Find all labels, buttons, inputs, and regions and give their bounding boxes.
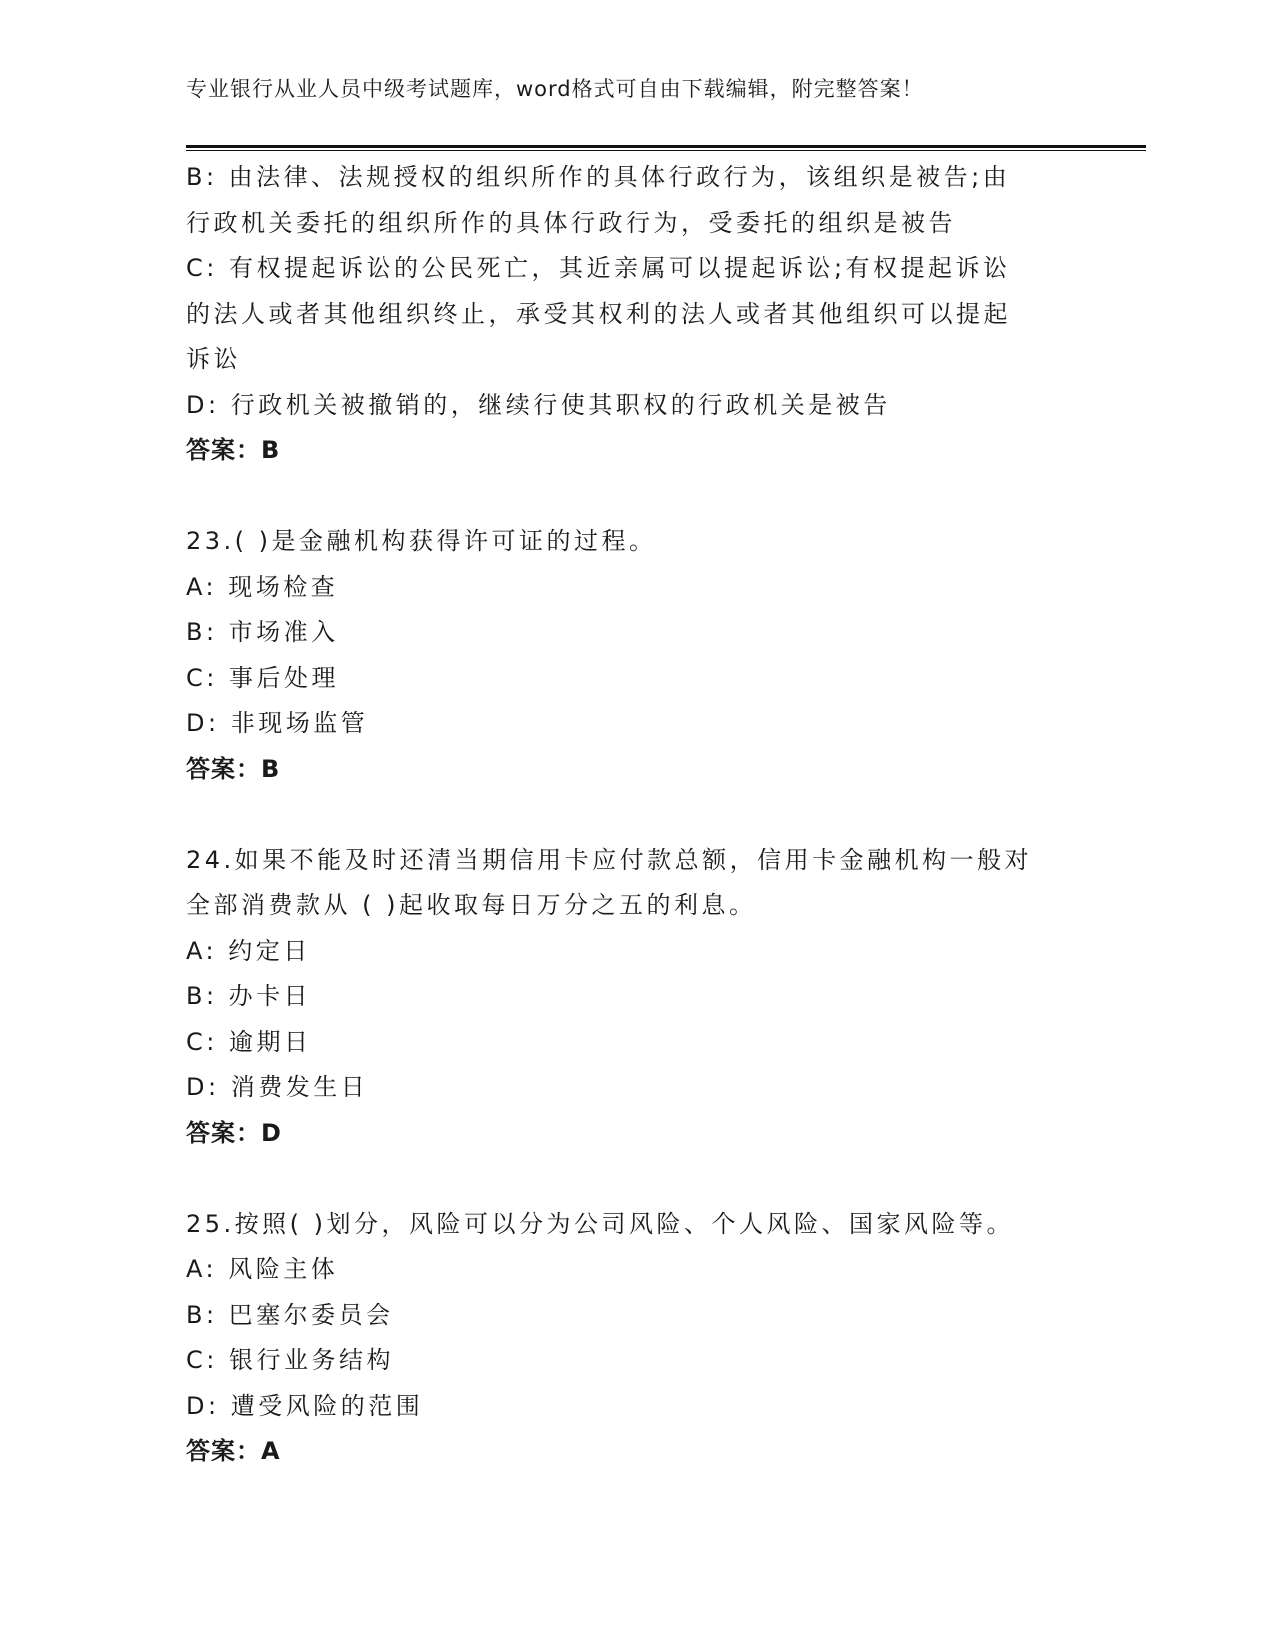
option-b: B: 市场准入 bbox=[186, 618, 339, 646]
answer: 答案：B bbox=[186, 436, 281, 464]
header-rule-thick bbox=[186, 145, 1146, 148]
question-24 bbox=[186, 838, 1066, 1157]
option-b-line-1: B: 由法律、法规授权的组织所作的具体行政行为，该组织是被告;由 bbox=[186, 163, 1011, 191]
option-d: D: 非现场监管 bbox=[186, 709, 369, 737]
answer: 答案：A bbox=[186, 1437, 281, 1465]
option-a: A: 约定日 bbox=[186, 936, 311, 965]
answer: 答案：B bbox=[186, 754, 281, 783]
option-c-line-1: C: 有权提起诉讼的公民死亡，其近亲属可以提起诉讼;有权提起诉讼 bbox=[186, 254, 1011, 282]
option-c: C: 事后处理 bbox=[186, 663, 339, 692]
option-d: D: 消费发生日 bbox=[186, 1073, 369, 1101]
question-spacer bbox=[186, 792, 1066, 838]
option-a: A: 现场检查 bbox=[186, 572, 339, 601]
question-spacer bbox=[186, 474, 1066, 520]
question-text-line-2: 全部消费款从 ( )起收取每日万分之五的利息。 bbox=[186, 891, 757, 919]
document-body bbox=[186, 155, 1066, 1475]
question-text-line-1: 24.如果不能及时还清当期信用卡应付款总额，信用卡金融机构一般对 bbox=[186, 845, 1033, 874]
option-c: C: 银行业务结构 bbox=[186, 1346, 394, 1374]
question-spacer bbox=[186, 1156, 1066, 1202]
option-d: D: 行政机关被撤销的，继续行使其职权的行政机关是被告 bbox=[186, 390, 891, 419]
answer: 答案：D bbox=[186, 1118, 282, 1147]
option-d: D: 遭受风险的范围 bbox=[186, 1391, 424, 1420]
option-c: C: 逾期日 bbox=[186, 1027, 312, 1056]
question-25 bbox=[186, 1202, 1066, 1475]
option-c-line-3: 诉讼 bbox=[186, 345, 241, 373]
option-b-line-2: 行政机关委托的组织所作的具体行政行为，受委托的组织是被告 bbox=[186, 208, 956, 237]
option-b: B: 巴塞尔委员会 bbox=[186, 1300, 394, 1329]
option-b: B: 办卡日 bbox=[186, 982, 312, 1010]
question-23 bbox=[186, 519, 1066, 792]
option-a: A: 风险主体 bbox=[186, 1255, 339, 1283]
question-text: 25.按照( )划分，风险可以分为公司风险、个人风险、国家风险等。 bbox=[186, 1209, 1015, 1238]
option-c-line-2: 的法人或者其他组织终止，承受其权利的法人或者其他组织可以提起 bbox=[186, 299, 1011, 328]
question-22 bbox=[186, 155, 1066, 474]
page-header: 专业银行从业人员中级考试题库，word格式可自由下载编辑，附完整答案！ bbox=[186, 77, 924, 101]
header-rule-thin bbox=[186, 150, 1146, 151]
question-text: 23.( )是金融机构获得许可证的过程。 bbox=[186, 527, 657, 555]
